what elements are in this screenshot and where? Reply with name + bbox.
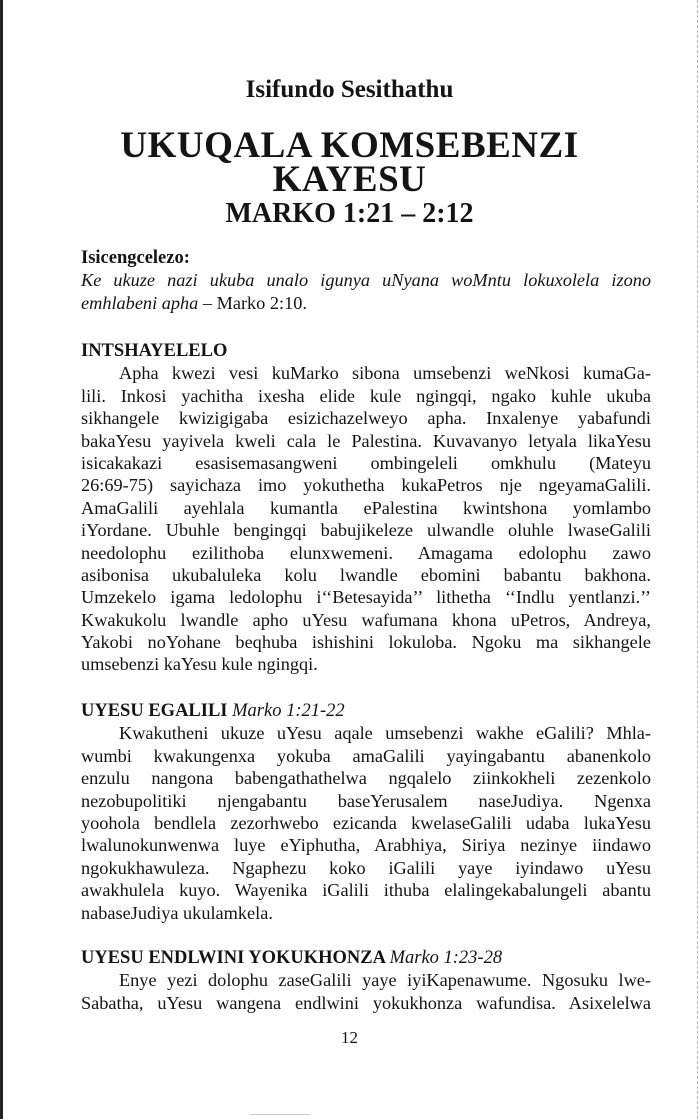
paragraph-line: Kwakukolu lwandle apho uYesu wafumana khona uPetros, Andreya, <box>81 609 651 630</box>
paragraph-line: lwalunokunwenwa luye eYiphutha, Arabhiya, Siriya nezinye iindawo <box>81 835 651 856</box>
paragraph-line: bakaYesu yayivela kweli cala le Palestina. Kuvavanyo letyala likaYesu <box>81 430 651 451</box>
paragraph-line: umsebenzi kaYesu kule ngingqi. <box>81 654 318 675</box>
paragraph-line: nezobupolitiki njengabantu baseYerusalem naseJudiya. Ngenxa <box>81 790 651 811</box>
paragraph-line: isicakakazi esasisemasangweni ombingeleli omkhulu (Mateyu <box>81 452 651 473</box>
memory-verse-italic: emhlabeni apha <box>81 292 199 313</box>
paragraph-line: ngokukhawuleza. Ngaphezu koko iGalili yaye iyindawo uYesu <box>81 857 651 878</box>
paragraph-line: Kwakutheni ukuze uYesu aqale umsebenzi wakhe eGalili? Mhla- <box>119 723 651 744</box>
memory-verse-label: Isicengcelezo: <box>81 248 190 268</box>
section-heading <box>81 947 651 969</box>
section-uyesu-egalili <box>81 700 651 924</box>
section-heading-text: UYESU EGALILI <box>81 701 228 721</box>
paragraph-line: wumbi kwakungenxa yokuba amaGalili yayingabantu abanenkolo <box>81 745 651 766</box>
paragraph-line: needolophu ezilithoba elunxwemeni. Amagama edolophu zawo <box>81 542 651 563</box>
paragraph-line: 26:69-75) sayichaza imo yokuthetha kukaPetros nje ngeyamaGalili. <box>81 475 651 496</box>
section-reference: Marko 1:21-22 <box>232 701 345 721</box>
section-intro <box>81 340 651 676</box>
paragraph-line: asibonisa ukubaluleka kolu lwandle ebomini babantu bakhona. <box>81 564 651 585</box>
paragraph-line: iYordane. Ubuhle bengingqi babujikeleze ulwandle oluhle lwaseGalili <box>81 520 651 541</box>
section-heading-text: INTSHAYELELO <box>81 341 228 361</box>
paragraph-line: yoohola bendlela zezorhwebo ezicanda kwelaseGalili udaba lukaYesu <box>81 812 651 833</box>
page-title-line-1: UKUQALA KOMSEBENZI <box>120 125 579 166</box>
paragraph-line: sikhangele kwizigigaba esizichazelweyo apha. Inxalenye yabafundi <box>81 408 651 429</box>
memory-verse <box>81 247 651 314</box>
page-title-line-2: KAYESU <box>272 159 427 200</box>
memory-verse-line <box>81 292 651 314</box>
paragraph-line: Sabatha, uYesu wangena endlwini yokukhonza wafundisa. Asixelelwa <box>81 992 651 1013</box>
section-heading <box>81 340 651 362</box>
paragraph-line: lili. Inkosi yachitha ixesha elide kule ngingqi, ngako kuhle ukuba <box>81 385 651 406</box>
section-reference: Marko 1:23-28 <box>389 948 503 968</box>
scripture-reference: MARKO 1:21 – 2:12 <box>225 198 474 229</box>
footer-rule <box>250 1114 310 1115</box>
paragraph-line: enzulu nangona babengathathelwa ngqalelo ziinkokheli zezenkolo <box>81 768 651 789</box>
section-uyesu-endlwini <box>81 947 651 1014</box>
page-number: 12 <box>341 1028 358 1047</box>
section-heading <box>81 700 651 722</box>
paragraph-line: Yakobi noYohane beqhuba ishishini lokuloba. Ngoku ma sikhangele <box>81 632 651 653</box>
paragraph-line: Umzekelo igama ledolophu i‘‘Betesayida’’ lithetha ‘‘Indlu yentlanzi.’’ <box>81 587 651 608</box>
paragraph-line: AmaGalili ayehlala kumantla ePalestina kwintshona yomlambo <box>81 497 651 518</box>
paragraph-line: awakhulela kuyo. Wayenika iGalili ithuba elalingekabalungeli abantu <box>81 880 651 901</box>
paragraph-line: Enye yezi dolophu zaseGalili yaye iyiKapenawume. Ngosuku lwe- <box>119 970 651 991</box>
memory-verse-line: Ke ukuze nazi ukuba unalo igunya uNyana woMntu lokuxolela izono <box>81 270 651 291</box>
section-heading-text: UYESU ENDLWINI YOKUKHONZA <box>81 948 385 968</box>
paragraph-line: nabaseJudiya ukulamkela. <box>81 902 273 923</box>
paragraph-line: Apha kwezi vesi kuMarko sibona umsebenzi weNkosi kumaGa- <box>119 363 651 384</box>
memory-verse-ref: – Marko 2:10. <box>198 292 307 313</box>
lesson-label: Isifundo Sesithathu <box>245 76 454 103</box>
